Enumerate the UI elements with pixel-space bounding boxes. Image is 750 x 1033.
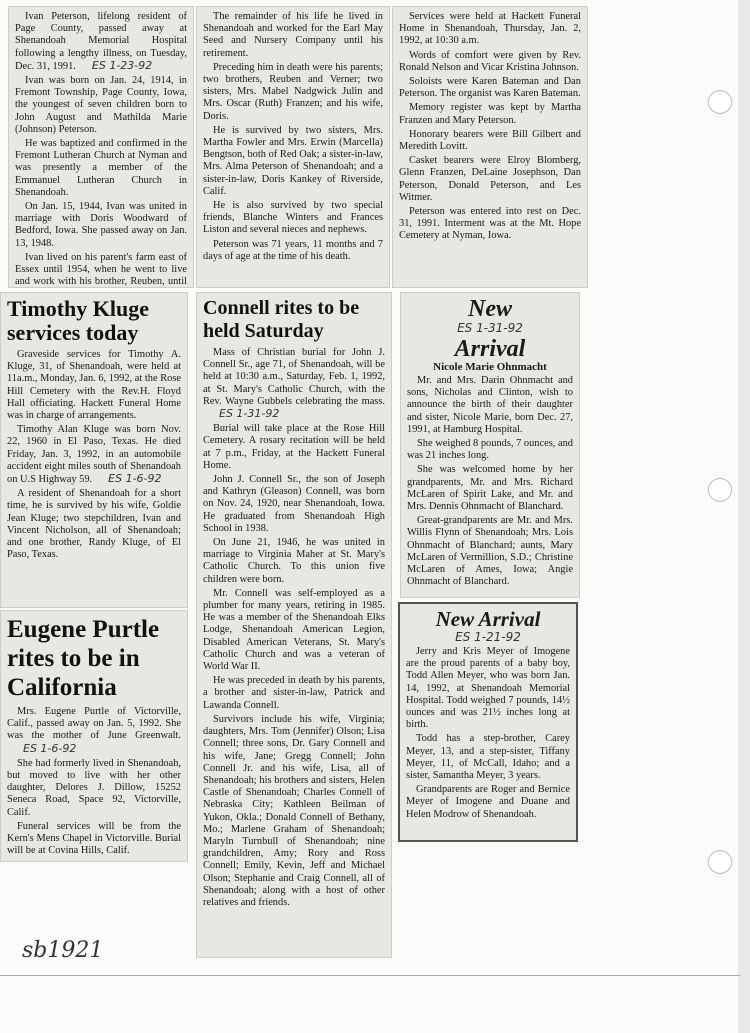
connell-paragraph: Mass of Christian burial for John J. Connell Sr., age 71, of Shenandoah, will be held at 10:30 a.m., Saturday, Feb. 1, 1992, at St. Mary's Catholic Church, with the Rev. Wayne Gubbels celebrating the mass.ES 1-31-92 [203, 347, 385, 421]
ohnmacht-paragraph: She was welcomed home by her grandparents, Mr. and Mrs. Richard McLaren of Spirit Lake, and Mr. and Mrs. Dennis Ohnmacht of Blanchard. [407, 464, 573, 513]
connell-paragraph: On June 21, 1946, he was united in marriage to Virginia Maher at St. Mary's Catholic Church. To this union five children were born. [203, 537, 385, 585]
peterson-paragraph: He is survived by two sisters, Mrs. Martha Fowler and Mrs. Erwin (Marcella) Bengtson, both of Red Oak; a sister-in-law, Mrs. Alma Peterson of Shenandoah; and a sister-in-law, Doris Kankey of Riverside, Calif. [203, 124, 383, 197]
ohnmacht-paragraph: Great-grandparents are Mr. and Mrs. Willis Flynn of Shenandoah; Mrs. Lois Ohnmacht of Blanchard; aunts, Mary McLaren of Vermillion, S.D.; Christine McLaren of Ames, Iowa; Angie Ohnmacht of Blanchard. [407, 515, 573, 588]
date-stamp: ES 1-6-92 [23, 741, 77, 755]
binder-hole [708, 90, 732, 114]
meyer-paragraph: Jerry and Kris Meyer of Imogene are the proud parents of a baby boy, Todd Allen Meyer, who was born Jan. 14, 1992, at Shenandoah Memorial Hospital. Todd weighed 7 pounds, 14½ ounces and was 21½ inches long at birth. [406, 646, 570, 731]
connell-paragraph: He was preceded in death by his parents, a brother and sister-in-law, Patrick and Lawanda Connell. [203, 675, 385, 711]
peterson-paragraph: Peterson was 71 years, 11 months and 7 days of age at the time of his death. [203, 238, 383, 262]
new-arrival-title: New Arrival [435, 607, 541, 631]
peterson-paragraph: Memory register was kept by Martha Franzen and Mary Peterson. [399, 102, 581, 126]
connell-paragraph: Survivors include his wife, Virginia; daughters, Mrs. Tom (Jennifer) Olson; Lisa Connell; three sons, Dr. Gary Connell and his wife, Jane; Gregg Connell; John Connell Jr. and his wife, Lisa, all of Shenandoah; his brothers and sisters, Helen Castle of Shenandoah; Charles Connell of Nebraska City; Kathleen Beilman of Yukon, Okla.; Donald Connell of Bethany, Mo.; Marlene Graham of Shenandoah; Maryln Turnbull of Shenandoah; nine grandchildren, Amy; Rory and Ross Connell; Emily, Kevin, Jeff and Michael Olson; Stephanie and Craig Connell, all of Shenandoah; along with a host of other relatives and friends. [203, 713, 385, 908]
meyer-paragraph: Grandparents are Roger and Bernice Meyer of Imogene and Duane and Helen Modrow of Shenandoah. [406, 784, 570, 820]
ohnmacht-paragraph: Mr. and Mrs. Darin Ohnmacht and sons, Nicholas and Clinton, wish to announce the birth of their daughter and sister, Nicole Marie, born Dec. 27, 1991, at Hamburg Hospital. [407, 375, 573, 435]
purtle-headline: Eugene Purtle rites to be in California [7, 616, 160, 701]
meyer-paragraph: Todd has a step-brother, Carey Meyer, 13, and a step-sister, Tiffany Meyer, 11, of McCall, Idaho; and a sister, Samantha Meyer, 3 years. [406, 733, 570, 782]
purtle-article [0, 610, 188, 862]
peterson-paragraph: On Jan. 15, 1944, Ivan was united in marriage with Doris Woodward of Bedford, Iowa. She passed away on Jan. 13, 1948. [15, 201, 187, 249]
peterson-column-1 [8, 6, 194, 288]
peterson-paragraph: Preceding him in death were his parents; two brothers, Reuben and Verner; two sisters, Mrs. Mabel Nadgwick Julin and Mrs. Oscar (Ruth) Franzen; and his wife, Doris. [203, 61, 383, 122]
ohnmacht-paragraph: She weighed 8 pounds, 7 ounces, and was 21 inches long. [407, 438, 573, 462]
peterson-paragraph: Ivan Peterson, lifelong resident of Page County, passed away at Shenandoah Memorial Hospital following a lengthy illness, on Tuesday, Dec. 31, 1991. ES 1-23-92 [15, 11, 187, 72]
kluge-paragraph: Timothy Alan Kluge was born Nov. 22, 1960 in El Paso, Texas. He died Friday, Jan. 3, 1992, in an automobile accident eight miles south of Shenandoah on U.S Highway 59. ES 1-6-92 [7, 424, 181, 486]
peterson-paragraph: Honorary bearers were Bill Gilbert and Meredith Lovitt. [399, 128, 581, 153]
kluge-paragraph: A resident of Shenandoah for a short time, he is survived by his wife, Goldie Jean Kluge; two stepchildren, Ivan and Vincent Nicholson, all of Shenandoah; and one brother, Randy Kluge, of El Paso, Texas. [7, 488, 181, 561]
peterson-paragraph: Ivan was born on Jan. 24, 1914, in Fremont Township, Page County, Iowa, the youngest of seven children born to John August and Mathilda Marie (Johnson) Peterson. [15, 75, 187, 135]
ohnmacht-birth-announcement [400, 292, 580, 598]
page-edge-shadow [738, 0, 750, 1033]
kluge-article [0, 292, 188, 608]
new-arrival-title: New [468, 296, 512, 322]
date-stamp: ES 1-23-92 [91, 58, 153, 72]
peterson-column-2 [196, 6, 390, 288]
kluge-headline: Timothy Kluge services today [7, 296, 150, 345]
peterson-paragraph: The remainder of his life he lived in Shenandoah and worked for the Earl May Seed and Nursery Company until his retirement. [203, 11, 383, 59]
connell-paragraph: Burial will take place at the Rose Hill Cemetery. A rosary recitation will be held at 7 p.m., Friday, at the Hackett Funeral Home. [203, 423, 385, 471]
peterson-paragraph: Services were held at Hackett Funeral Home in Shenandoah, Thursday, Jan. 2, 1992, at 10:30 a.m. [399, 11, 581, 47]
connell-article [196, 292, 392, 958]
binder-hole [708, 850, 732, 874]
peterson-paragraph: He was baptized and confirmed in the Fremont Lutheran Church at Nyman and was presently a member of the Emmanuel Lutheran Church in Shenandoah. [15, 138, 187, 198]
peterson-paragraph: Ivan lived on his parent's farm east of Essex until 1954, when he went to live and work with his brother, Reuben, until [15, 251, 187, 288]
peterson-paragraph: Casket bearers were Elroy Blomberg, Glenn Franzen, DeLaine Josephson, Dan Peterson, Donald Peterson, and Les Witmer. [399, 155, 581, 203]
date-stamp: ES 1-31-92 [457, 321, 523, 335]
peterson-column-3 [392, 6, 588, 288]
connell-paragraph: John J. Connell Sr., the son of Joseph and Kathryn (Gleason) Connell, was born on Nov. 24, 1920, near Shenandoah, Iowa. He graduated from Shenandoah High School in 1938. [203, 474, 385, 534]
peterson-paragraph: Soloists were Karen Bateman and Dan Peterson. The organist was Karen Bateman. [399, 76, 581, 100]
connell-headline: Connell rites to be held Saturday [203, 297, 360, 342]
date-stamp: ES 1-21-92 [455, 630, 521, 644]
purtle-paragraph: Mrs. Eugene Purtle of Victorville, Calif., passed away on Jan. 5, 1992. She was the mother of June Greenwalt.ES 1-6-92 [7, 706, 181, 755]
peterson-paragraph: Peterson was entered into rest on Dec. 31, 1991. Interment was at the Mt. Hope Cemetery at Nyman, Iowa. [399, 206, 581, 242]
purtle-paragraph: Funeral services will be from the Kern's Mens Chapel in Victorville. Burial will be at Covina Hills, Calif. [7, 820, 181, 857]
date-stamp: ES 1-31-92 [219, 407, 280, 421]
date-stamp: ES 1-6-92 [108, 472, 162, 486]
connell-paragraph: Mr. Connell was self-employed as a plumber for many years, retiring in 1985. He was a member of the Shenandoah Elks Lodge, Shenandoah American Legion, Disabled American Veterans, St. Mary's Catholic Church and was a veteran of World War II. [203, 587, 385, 673]
new-arrival-title: Arrival [454, 336, 526, 362]
peterson-paragraph: Words of comfort were given by Rev. Ronald Nelson and Vicar Kristina Johnson. [399, 49, 581, 73]
binder-hole [708, 478, 732, 502]
purtle-paragraph: She had formerly lived in Shenandoah, but moved to live with her other daughter, Delores J. Dillow, 15252 Seneca Road, Space 92, Victorville, Calif. [7, 757, 181, 818]
page-bottom-edge [0, 975, 740, 976]
peterson-paragraph: He is also survived by two special friends, Blanche Winters and Frances Liston and several nieces and nephews. [203, 200, 383, 236]
kluge-paragraph: Graveside services for Timothy A. Kluge, 31, of Shenandoah, were held at 11a.m., Monday, Jan. 6, 1992, at the Rose Hill Cemetery with the Rev.H. Floyd Hall officiating. Hackett Funeral Home was in charge of arrangements. [7, 349, 181, 422]
handwritten-catalog-number: sb1921 [22, 938, 104, 963]
baby-name-subhead: Nicole Marie Ohnmacht [433, 361, 547, 373]
meyer-birth-announcement [398, 602, 578, 842]
